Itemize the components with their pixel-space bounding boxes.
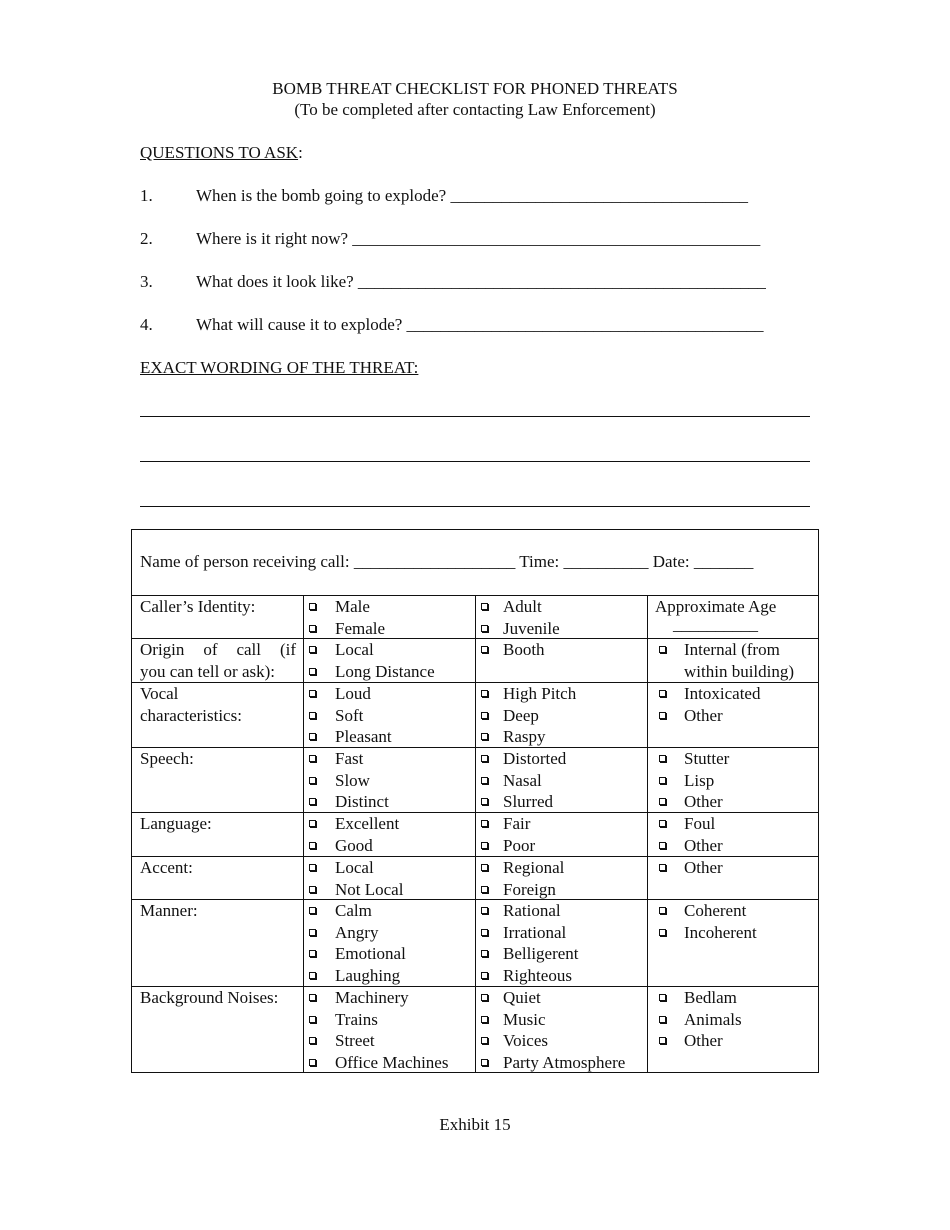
checkbox-option[interactable]	[647, 813, 819, 835]
checkbox-option[interactable]	[303, 879, 475, 901]
checkbox-option[interactable]	[475, 618, 647, 640]
checkbox-icon[interactable]	[309, 842, 316, 849]
checkbox-icon[interactable]	[659, 842, 666, 849]
checkbox-option[interactable]	[303, 1030, 475, 1052]
checkbox-option[interactable]	[303, 835, 475, 857]
question-when-explode[interactable]: When is the bomb going to explode? ___________________________________	[196, 186, 748, 205]
checkbox-label: Righteous	[503, 965, 572, 985]
checkbox-label: Regional	[503, 858, 565, 877]
checkbox-label: Poor	[503, 835, 536, 855]
checkbox-icon[interactable]	[309, 994, 316, 1001]
checkbox-label: Irrational	[503, 922, 567, 942]
checkbox-icon[interactable]	[309, 907, 316, 914]
checkbox-label: Excellent	[335, 814, 400, 833]
checkbox-icon[interactable]	[481, 950, 488, 957]
checkbox-label: Foul	[684, 814, 716, 833]
row-label-speech: Speech:	[140, 749, 194, 768]
checkbox-icon[interactable]	[481, 907, 488, 914]
checkbox-option[interactable]	[303, 618, 475, 640]
checkbox-option[interactable]	[475, 791, 647, 813]
checkbox-label: Internal (from	[684, 640, 780, 659]
checkbox-icon[interactable]	[481, 1016, 488, 1023]
checkbox-icon[interactable]	[309, 625, 316, 632]
checkbox-label: Incoherent	[684, 922, 757, 942]
checkbox-label: Street	[335, 1031, 375, 1051]
checkbox-label: Slurred	[503, 792, 554, 812]
checkbox-label: Local	[335, 640, 374, 659]
checkbox-option[interactable]	[303, 943, 475, 965]
row-label-callers-identity: Caller’s Identity:	[140, 597, 256, 616]
checkbox-icon[interactable]	[309, 1037, 316, 1044]
checkbox-label: Booth	[503, 640, 545, 659]
checkbox-option[interactable]	[475, 705, 647, 727]
question-look-like[interactable]: What does it look like? ________________________________________________	[196, 272, 766, 291]
question-number: 4.	[140, 315, 153, 334]
checkbox-option[interactable]	[475, 987, 647, 1009]
checkbox-label: Adult	[503, 597, 542, 616]
question-cause-explode[interactable]: What will cause it to explode? __________________________________________	[196, 315, 764, 334]
checkbox-option[interactable]	[303, 965, 475, 987]
checkbox-icon[interactable]	[309, 798, 316, 805]
row-label-vocal-line-2: characteristics:	[140, 705, 242, 725]
checkbox-label: Pleasant	[335, 727, 392, 747]
checkbox-label: Other	[684, 1031, 723, 1051]
checkbox-label: Other	[684, 835, 723, 855]
checkbox-option[interactable]	[475, 835, 647, 857]
option-cell	[647, 748, 819, 813]
exact-wording-heading: EXACT WORDING OF THE THREAT:	[140, 358, 419, 377]
checkbox-option[interactable]	[303, 922, 475, 944]
checkbox-icon[interactable]	[481, 820, 488, 827]
checkbox-option[interactable]	[303, 596, 475, 618]
checkbox-icon[interactable]	[659, 907, 666, 914]
checkbox-option[interactable]	[647, 770, 819, 792]
checkbox-option[interactable]	[303, 791, 475, 813]
checkbox-label: Music	[503, 1009, 546, 1029]
checkbox-icon[interactable]	[481, 864, 488, 871]
checkbox-icon[interactable]	[481, 712, 488, 719]
checkbox-option[interactable]	[303, 726, 475, 748]
checkbox-icon[interactable]	[481, 886, 488, 893]
checkbox-label: Fast	[335, 749, 364, 768]
checkbox-icon[interactable]	[481, 994, 488, 1001]
checkbox-option[interactable]	[475, 857, 647, 879]
question-number: 2.	[140, 229, 153, 248]
option-cell	[303, 900, 475, 986]
checkbox-icon[interactable]	[481, 777, 488, 784]
caller-characteristics-table	[131, 529, 819, 1073]
checkbox-label: Other	[684, 705, 723, 725]
checkbox-icon[interactable]	[309, 929, 316, 936]
checkbox-label: Angry	[335, 922, 379, 942]
checkbox-option[interactable]	[647, 748, 819, 770]
checkbox-option[interactable]	[303, 748, 475, 770]
checkbox-option[interactable]	[303, 813, 475, 835]
checkbox-label: Long Distance	[335, 661, 435, 681]
checkbox-label: Belligerent	[503, 944, 579, 964]
row-label-manner: Manner:	[140, 901, 198, 920]
checkbox-label: Distinct	[335, 792, 389, 812]
checkbox-option[interactable]	[647, 900, 819, 922]
checkbox-option[interactable]	[475, 726, 647, 748]
checkbox-label: High Pitch	[503, 684, 577, 703]
checkbox-option[interactable]	[303, 770, 475, 792]
checkbox-label: Loud	[335, 684, 371, 703]
checkbox-option[interactable]	[647, 705, 819, 727]
checkbox-icon[interactable]	[659, 777, 666, 784]
checkbox-icon[interactable]	[659, 1037, 666, 1044]
checkbox-option[interactable]	[475, 770, 647, 792]
checkbox-option[interactable]	[475, 683, 647, 705]
checkbox-option[interactable]	[303, 900, 475, 922]
checkbox-label: Emotional	[335, 944, 406, 964]
checkbox-option[interactable]	[647, 857, 819, 879]
checkbox-icon[interactable]	[309, 690, 316, 697]
question-number: 3.	[140, 272, 153, 291]
wording-line-3[interactable]	[140, 506, 810, 507]
checkbox-label: Lisp	[684, 770, 715, 790]
checkbox-icon[interactable]	[309, 668, 316, 675]
checkbox-label: Party Atmosphere	[503, 1052, 626, 1072]
checkbox-option[interactable]	[303, 683, 475, 705]
wording-line-1[interactable]	[140, 416, 810, 417]
internal-option-continuation: within building)	[684, 661, 795, 681]
checkbox-icon[interactable]	[481, 842, 488, 849]
questions-heading-colon: :	[298, 143, 303, 162]
checkbox-label: Quiet	[503, 988, 541, 1007]
checkbox-option[interactable]	[647, 922, 819, 944]
option-cell	[303, 596, 475, 639]
checkbox-label: Male	[335, 597, 370, 616]
question-where-now[interactable]: Where is it right now? ________________________________________________	[196, 229, 761, 248]
checkbox-label: Good	[335, 835, 373, 855]
checkbox-option[interactable]	[647, 1030, 819, 1052]
checkbox-icon[interactable]	[309, 646, 316, 653]
question-number: 1.	[140, 186, 153, 205]
option-cell	[647, 639, 819, 661]
receiver-info-line[interactable]: Name of person receiving call: ___________________ Time: __________ Date: _______	[140, 552, 754, 571]
checkbox-option[interactable]	[303, 705, 475, 727]
checkbox-option[interactable]	[647, 639, 819, 661]
exhibit-label: Exhibit 15	[439, 1115, 511, 1134]
checkbox-icon[interactable]	[481, 1037, 488, 1044]
checkbox-label: Fair	[503, 814, 531, 833]
row-label-accent: Accent:	[140, 858, 193, 877]
checkbox-option[interactable]	[647, 791, 819, 813]
option-cell	[647, 813, 819, 856]
option-cell	[475, 813, 647, 856]
option-cell	[475, 596, 647, 639]
option-cell	[475, 900, 647, 986]
checkbox-option[interactable]	[475, 813, 647, 835]
page-subtitle: (To be completed after contacting Law Enforcement)	[294, 100, 656, 119]
option-cell	[475, 857, 647, 900]
checkbox-option[interactable]	[475, 965, 647, 987]
checkbox-icon[interactable]	[659, 690, 666, 697]
checkbox-icon[interactable]	[659, 1016, 666, 1023]
checkbox-icon[interactable]	[481, 972, 488, 979]
checkbox-option[interactable]	[475, 1030, 647, 1052]
checkbox-option[interactable]	[475, 879, 647, 901]
checkbox-option[interactable]	[647, 683, 819, 705]
checkbox-icon[interactable]	[309, 603, 316, 610]
checkbox-icon[interactable]	[309, 733, 316, 740]
checkbox-icon[interactable]	[481, 1059, 488, 1066]
checkbox-icon[interactable]	[659, 798, 666, 805]
checkbox-label: Soft	[335, 705, 364, 725]
questions-heading-text: QUESTIONS TO ASK	[140, 143, 299, 162]
wording-line-2[interactable]	[140, 461, 810, 462]
approximate-age-blank[interactable]: __________	[673, 615, 758, 634]
row-label-language: Language:	[140, 814, 212, 833]
checkbox-icon[interactable]	[309, 777, 316, 784]
checkbox-label: Office Machines	[335, 1052, 449, 1072]
checkbox-option[interactable]	[303, 987, 475, 1009]
checkbox-option[interactable]	[303, 639, 475, 661]
checkbox-label: Laughing	[335, 965, 401, 985]
checkbox-icon[interactable]	[659, 712, 666, 719]
checkbox-option[interactable]	[647, 1009, 819, 1031]
checkbox-option[interactable]	[475, 639, 647, 661]
page-title: BOMB THREAT CHECKLIST FOR PHONED THREATS	[272, 79, 678, 98]
option-cell	[647, 987, 819, 1052]
checkbox-icon[interactable]	[309, 755, 316, 762]
checkbox-icon[interactable]	[481, 755, 488, 762]
checkbox-option[interactable]	[647, 835, 819, 857]
checkbox-icon[interactable]	[659, 755, 666, 762]
checkbox-option[interactable]	[303, 1052, 475, 1074]
checkbox-option[interactable]	[647, 987, 819, 1009]
checkbox-label: Other	[684, 792, 723, 812]
checkbox-icon[interactable]	[481, 733, 488, 740]
option-cell	[647, 900, 819, 943]
checkbox-label: Rational	[503, 901, 561, 920]
checkbox-label: Calm	[335, 901, 372, 920]
option-cell	[647, 857, 819, 879]
checkbox-icon[interactable]	[659, 820, 666, 827]
checkbox-label: Distorted	[503, 749, 567, 768]
checkbox-label: Bedlam	[684, 988, 737, 1007]
checkbox-label: Other	[684, 858, 723, 877]
checkbox-option[interactable]	[475, 922, 647, 944]
checkbox-icon[interactable]	[481, 625, 488, 632]
option-cell	[475, 987, 647, 1073]
checkbox-label: Stutter	[684, 749, 730, 768]
checkbox-label: Nasal	[503, 770, 542, 790]
checkbox-label: Animals	[684, 1009, 742, 1029]
checkbox-icon[interactable]	[309, 972, 316, 979]
checkbox-label: Slow	[335, 770, 370, 790]
checkbox-label: Female	[335, 618, 386, 638]
checkbox-option[interactable]	[303, 857, 475, 879]
checkbox-label: Local	[335, 858, 374, 877]
checkbox-label: Raspy	[503, 727, 546, 747]
checkbox-icon[interactable]	[481, 603, 488, 610]
checkbox-icon[interactable]	[659, 994, 666, 1001]
checkbox-label: Voices	[503, 1031, 549, 1051]
checkbox-label: Machinery	[335, 988, 409, 1007]
checkbox-icon[interactable]	[309, 1016, 316, 1023]
option-cell	[303, 683, 475, 748]
checkbox-label: Juvenile	[503, 618, 560, 638]
option-cell	[303, 987, 475, 1073]
checkbox-option[interactable]	[475, 596, 647, 618]
row-label-origin-line-2: you can tell or ask):	[140, 661, 276, 681]
checkbox-label: Coherent	[684, 901, 747, 920]
checkbox-option[interactable]	[475, 1052, 647, 1074]
checkbox-icon[interactable]	[659, 646, 666, 653]
row-label-origin-line-1: Origin of call (if	[140, 640, 296, 659]
checkbox-label: Deep	[503, 705, 539, 725]
option-cell	[303, 748, 475, 813]
checkbox-label: Trains	[335, 1009, 378, 1029]
row-label-background-noises: Background Noises:	[140, 988, 279, 1007]
checkbox-option[interactable]	[475, 943, 647, 965]
checkbox-option[interactable]	[475, 1009, 647, 1031]
checkbox-label: Foreign	[503, 879, 556, 899]
questions-heading	[140, 143, 303, 163]
checkbox-icon[interactable]	[309, 820, 316, 827]
option-cell	[475, 748, 647, 813]
checkbox-icon[interactable]	[309, 950, 316, 957]
checkbox-icon[interactable]	[309, 712, 316, 719]
option-cell	[475, 683, 647, 748]
option-cell	[303, 813, 475, 856]
checkbox-icon[interactable]	[481, 646, 488, 653]
option-cell	[647, 683, 819, 726]
row-label-vocal-line-1: Vocal	[140, 684, 179, 703]
option-cell	[303, 639, 475, 682]
checkbox-option[interactable]	[303, 1009, 475, 1031]
checkbox-option[interactable]	[475, 748, 647, 770]
checkbox-option[interactable]	[303, 661, 475, 683]
checkbox-label: Intoxicated	[684, 684, 761, 703]
checkbox-option[interactable]	[475, 900, 647, 922]
checkbox-icon[interactable]	[481, 798, 488, 805]
checkbox-icon[interactable]	[481, 929, 488, 936]
checkbox-icon[interactable]	[659, 929, 666, 936]
checkbox-icon[interactable]	[309, 1059, 316, 1066]
checkbox-icon[interactable]	[659, 864, 666, 871]
approximate-age-label: Approximate Age	[655, 597, 777, 616]
option-cell	[303, 857, 475, 900]
checkbox-icon[interactable]	[481, 690, 488, 697]
option-cell	[475, 639, 647, 661]
checkbox-icon[interactable]	[309, 864, 316, 871]
checkbox-label: Not Local	[335, 879, 404, 899]
checkbox-icon[interactable]	[309, 886, 316, 893]
